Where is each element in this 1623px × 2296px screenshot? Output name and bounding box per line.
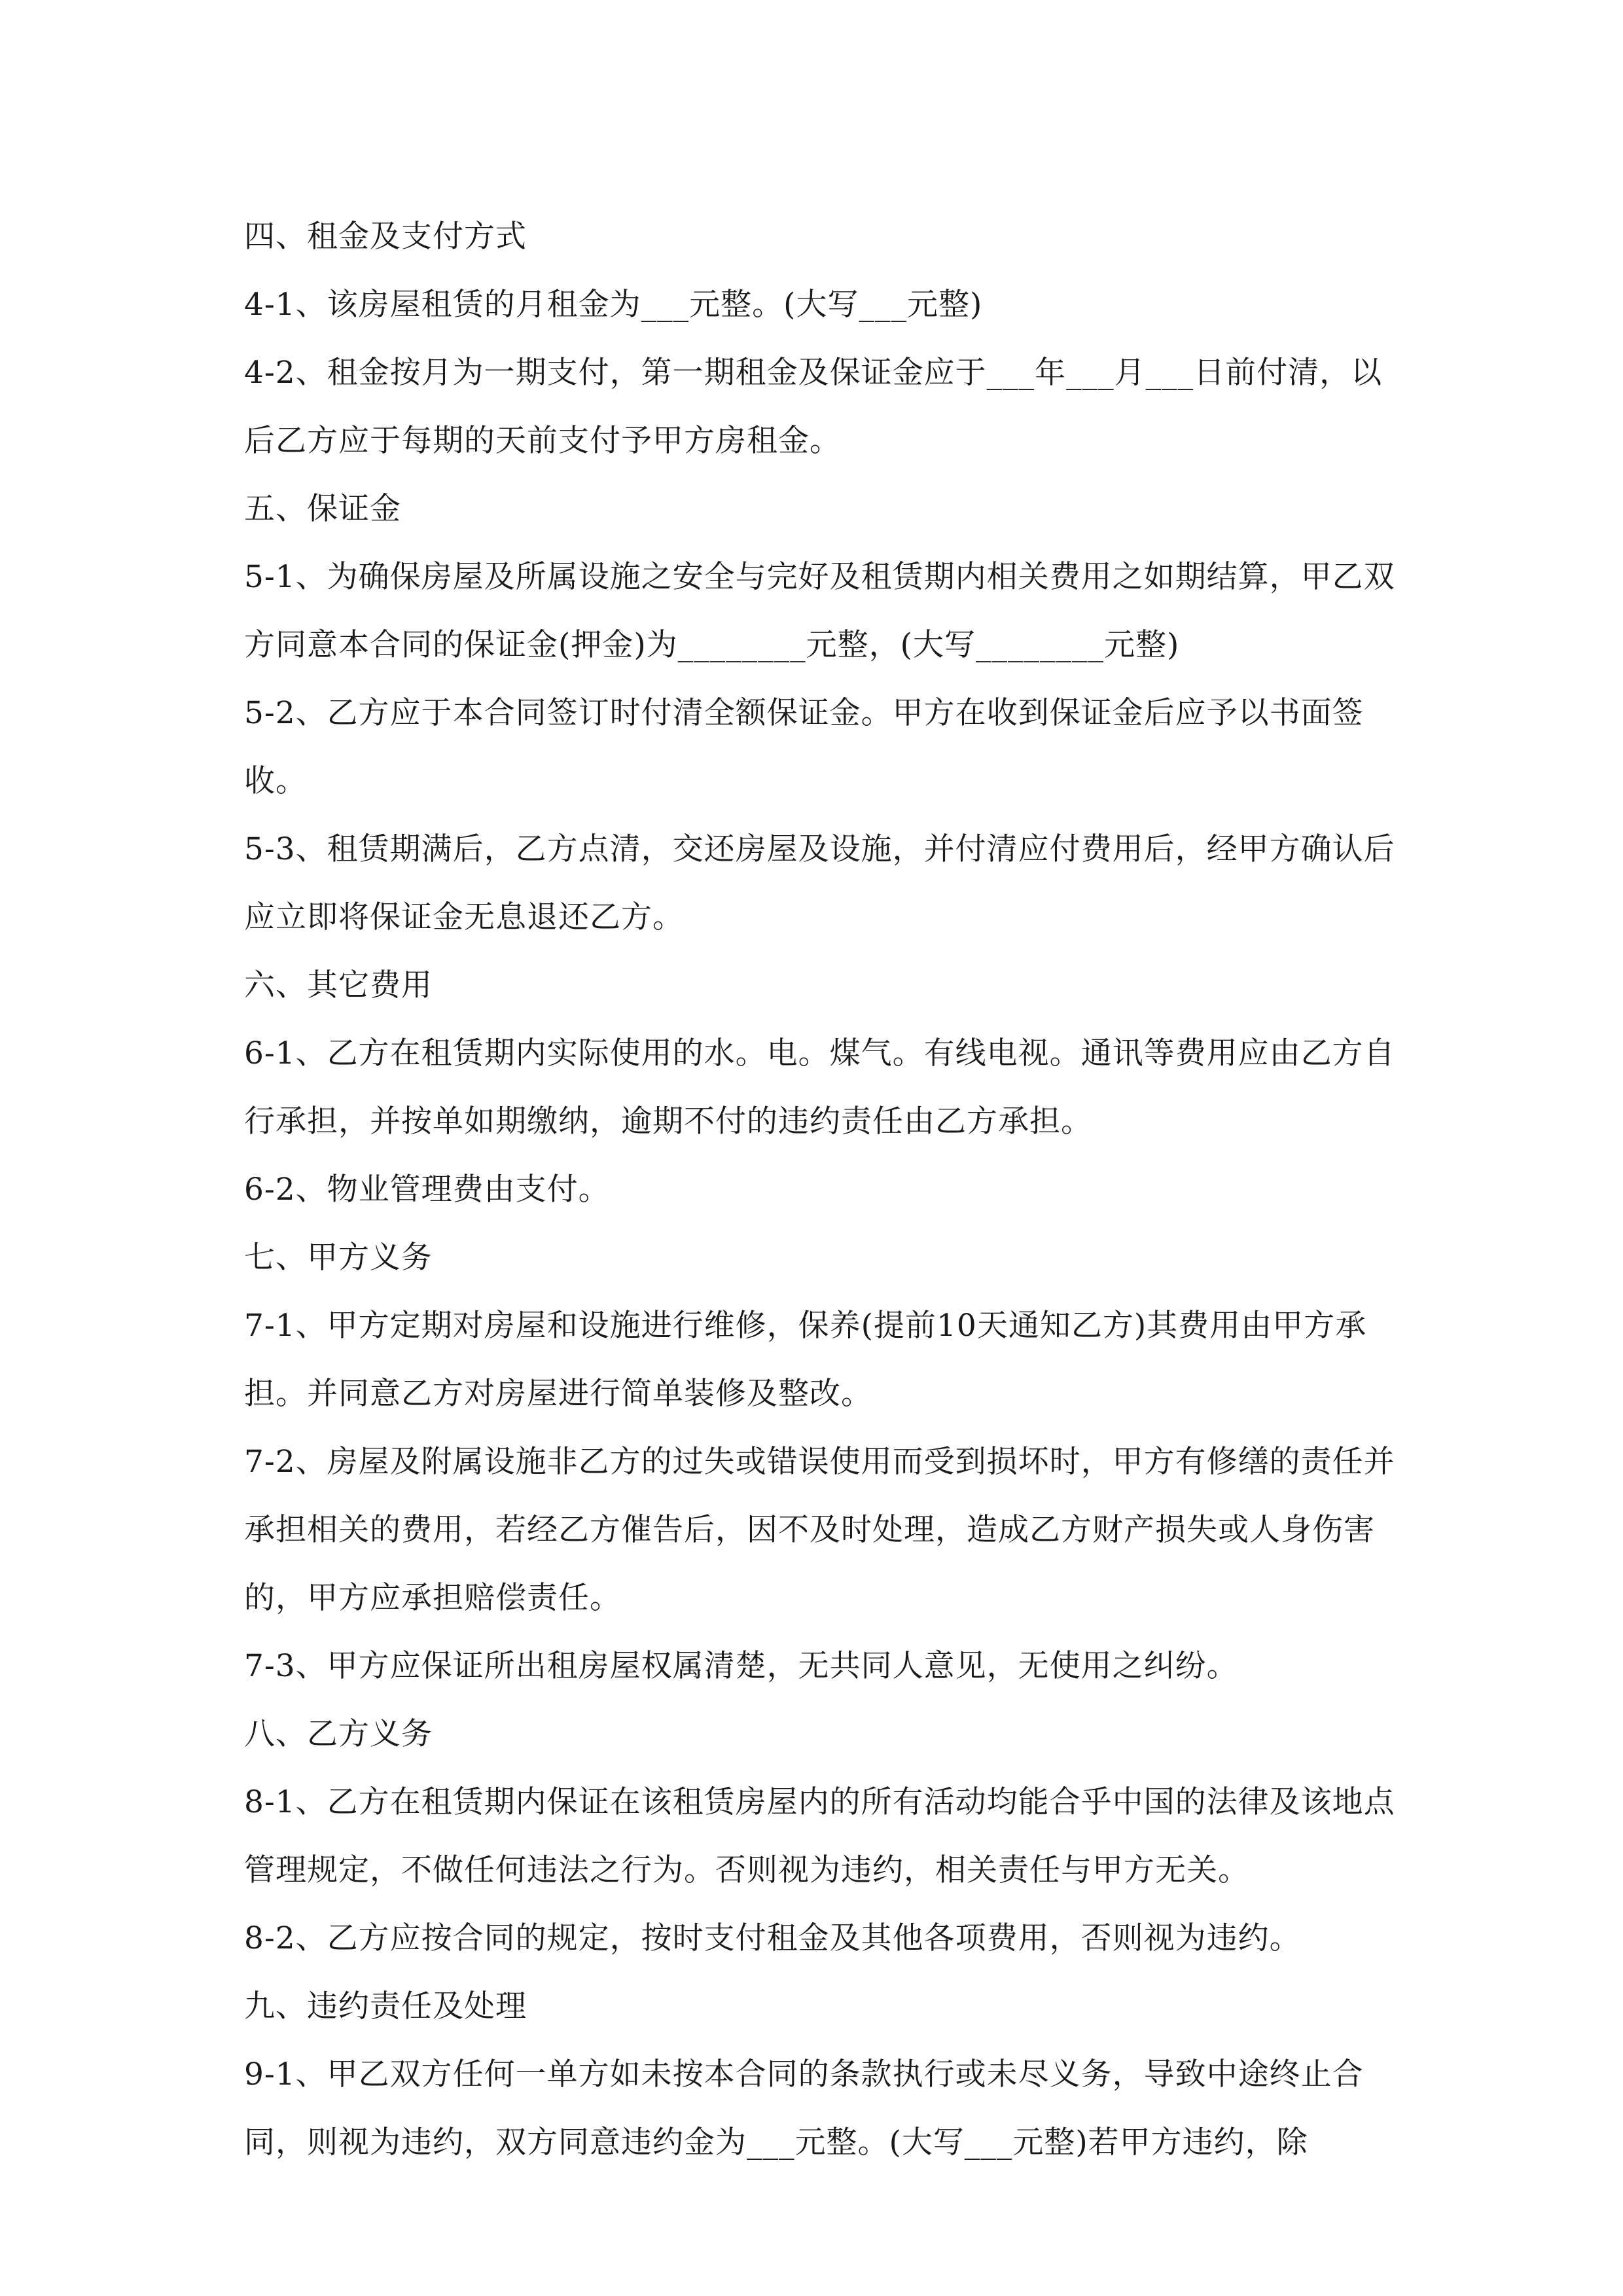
section-heading-breach: 九、违约责任及处理 [244,1988,527,2024]
clause-8-1: 8-1、乙方在租赁期内保证在该租赁房屋内的所有活动均能合乎中国的法律及该地点管理规定，不做任何违法之行为。否则视为违约，相关责任与甲方无关。 [244,1784,1395,1888]
clause-7-1: 7-1、甲方定期对房屋和设施进行维修，保养(提前10天通知乙方)其费用由甲方承担。并同意乙方对房屋进行简单装修及整改。 [244,1308,1367,1412]
clause-9-1: 9-1、甲乙双方任何一单方如未按本合同的条款执行或未尽义务，导致中途终止合同，则视为违约，双方同意违约金为___元整。(大写___元整)若甲方违约，除 [244,2056,1364,2161]
clause-5-2: 5-2、乙方应于本合同签订时付清全额保证金。甲方在收到保证金后应予以书面签收。 [244,695,1364,799]
clause-6-1: 6-1、乙方在租赁期内实际使用的水。电。煤气。有线电视。通讯等费用应由乙方自行承担，并按单如期缴纳，逾期不付的违约责任由乙方承担。 [244,1035,1395,1139]
clause-7-2: 7-2、房屋及附属设施非乙方的过失或错误使用而受到损坏时，甲方有修缮的责任并承担相关的费用，若经乙方催告后，因不及时处理，造成乙方财产损失或人身伤害的，甲方应承担赔偿责任。 [244,1444,1395,1616]
section-heading-deposit: 五、保证金 [244,491,401,527]
clause-4-1: 4-1、该房屋租赁的月租金为___元整。(大写___元整) [244,287,983,323]
section-heading-party-a-duties: 七、甲方义务 [244,1240,433,1276]
section-heading-other-fees: 六、其它费用 [244,967,433,1003]
document-body [244,203,1396,2177]
section-heading-party-b-duties: 八、乙方义务 [244,1716,433,1752]
section-heading-rent: 四、租金及支付方式 [244,219,527,255]
clause-6-2: 6-2、物业管理费由支付。 [244,1172,610,1208]
clause-7-3: 7-3、甲方应保证所出租房屋权属清楚，无共同人意见，无使用之纠纷。 [244,1648,1238,1684]
clause-4-2: 4-2、租金按月为一期支付，第一期租金及保证金应于___年___月___日前付清，以后乙方应于每期的天前支付予甲方房租金。 [244,355,1383,459]
clause-5-1: 5-1、为确保房屋及所属设施之安全与完好及租赁期内相关费用之如期结算，甲乙双方同意本合同的保证金(押金)为________元整，(大写________元整) [244,559,1395,663]
clause-5-3: 5-3、租赁期满后，乙方点清，交还房屋及设施，并付清应付费用后，经甲方确认后应立即将保证金无息退还乙方。 [244,831,1395,935]
clause-8-2: 8-2、乙方应按合同的规定，按时支付租金及其他各项费用，否则视为违约。 [244,1920,1301,1956]
